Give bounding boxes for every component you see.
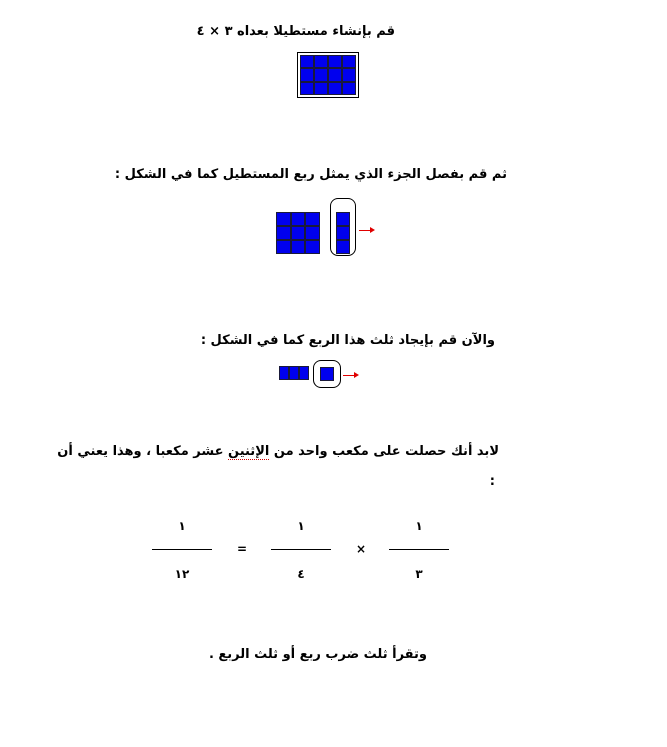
instruction-separate-quarter: ثم قم بفصل الجزء الذي يمثل ربع المستطيل كما في الشكل : xyxy=(114,167,507,182)
cube-cell xyxy=(305,226,320,240)
cube-cell xyxy=(300,55,314,68)
quarter-row xyxy=(279,366,309,380)
cube-cell xyxy=(336,240,350,254)
cube-cell xyxy=(279,366,289,380)
arrow-icon xyxy=(359,230,371,231)
frac-mid-numerator: ١ xyxy=(297,519,305,533)
frac-mid-bar xyxy=(271,549,331,550)
cube-cell xyxy=(300,68,314,81)
frac-left-bar xyxy=(152,549,212,550)
remaining-three-quarters xyxy=(276,212,320,254)
frac-right-denominator: ٣ xyxy=(415,567,423,581)
cube-cell xyxy=(342,68,356,81)
frac-mid-denominator: ٤ xyxy=(297,567,305,581)
instruction-create-rectangle: قم بإنشاء مستطيلا بعداه ٣ × ٤ xyxy=(196,24,395,39)
cube-cell xyxy=(328,82,342,95)
cube-cell xyxy=(336,212,350,226)
instruction-find-third: والآن قم بإيجاد ثلث هذا الربع كما في الشكل : xyxy=(200,333,495,348)
conclusion-part-b: عشر مكعبا ، وهذا يعني أن xyxy=(57,444,228,459)
conclusion-colon: : xyxy=(489,474,495,489)
frac-right-numerator: ١ xyxy=(415,519,423,533)
separated-quarter-frame xyxy=(330,198,356,256)
conclusion-word: الإثنين xyxy=(228,444,270,459)
cube-cell xyxy=(328,55,342,68)
rectangle-3x4 xyxy=(297,52,359,98)
reading-text: وتقرأ ثلث ضرب ربع أو ثلث الربع . xyxy=(208,647,427,662)
cube-cell xyxy=(342,82,356,95)
equals-sign: = xyxy=(237,542,248,556)
cube-cell xyxy=(314,55,328,68)
cube-cell xyxy=(314,68,328,81)
cube-cell xyxy=(342,55,356,68)
cube-cell xyxy=(328,68,342,81)
cube-cell xyxy=(291,240,306,254)
quarter-column xyxy=(336,212,350,254)
cube-cell xyxy=(305,240,320,254)
cube-cell xyxy=(300,82,314,95)
frac-left-denominator: ١٢ xyxy=(174,567,190,581)
cube-cell xyxy=(291,226,306,240)
cube-cell xyxy=(299,366,309,380)
cube-cell xyxy=(289,366,299,380)
cube-cell xyxy=(291,212,306,226)
cube-cell xyxy=(276,240,291,254)
arrow-icon xyxy=(343,375,355,376)
cube-cell xyxy=(305,212,320,226)
conclusion-part-a: لابد أنك حصلت على مكعب واحد من xyxy=(269,444,499,459)
cube-cell xyxy=(276,212,291,226)
single-cube xyxy=(320,367,334,381)
frac-left-numerator: ١ xyxy=(178,519,186,533)
frac-right-bar xyxy=(389,549,449,550)
times-sign: × xyxy=(356,542,367,556)
cube-cell xyxy=(314,82,328,95)
cube-cell xyxy=(336,226,350,240)
cube-cell xyxy=(276,226,291,240)
conclusion-text xyxy=(57,444,499,460)
third-of-quarter-frame xyxy=(313,360,341,388)
